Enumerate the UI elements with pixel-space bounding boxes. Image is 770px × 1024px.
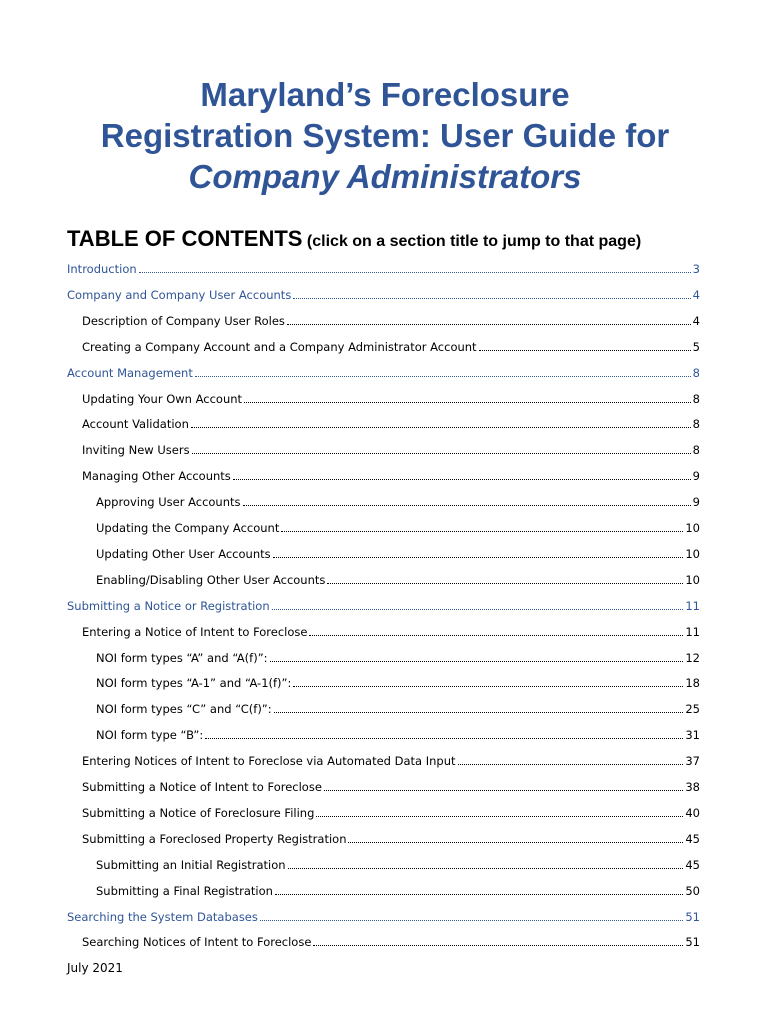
toc-entry-label[interactable]: NOI form types “A” and “A(f)”: (96, 650, 268, 665)
toc-entry[interactable] (67, 288, 700, 302)
toc-heading-main: TABLE OF CONTENTS (67, 226, 303, 251)
toc-leader-dots (293, 297, 690, 299)
toc-entry[interactable] (96, 547, 700, 561)
toc-entry[interactable] (82, 469, 700, 483)
toc-leader-dots (281, 530, 683, 532)
toc-entry-label[interactable]: Updating Other User Accounts (96, 546, 271, 561)
toc-entry-page[interactable]: 5 (692, 339, 700, 354)
toc-entry[interactable] (82, 780, 700, 794)
toc-leader-dots (327, 582, 683, 584)
toc-entry-page[interactable]: 40 (685, 805, 700, 820)
toc-entry[interactable] (96, 858, 700, 872)
toc-entry-label[interactable]: Account Management (67, 365, 193, 380)
toc-leader-dots (275, 893, 683, 895)
toc-entry-page[interactable]: 11 (685, 624, 700, 639)
toc-entry-label[interactable]: NOI form type “B”: (96, 728, 204, 743)
toc-leader-dots (348, 841, 683, 843)
toc-entry-label[interactable]: Approving User Accounts (96, 495, 241, 510)
toc-entry-label[interactable]: Submitting a Notice of Foreclosure Filing (82, 805, 315, 820)
toc-leader-dots (288, 867, 684, 869)
toc-entry[interactable] (96, 651, 700, 665)
toc-leader-dots (287, 323, 691, 325)
toc-entry-label[interactable]: Submitting a Foreclosed Property Registration (82, 831, 347, 846)
toc-leader-dots (244, 401, 691, 403)
title-line-3: Company Administrators (188, 158, 582, 195)
toc-entry[interactable] (82, 340, 700, 354)
toc-entry[interactable] (82, 832, 700, 846)
toc-entry[interactable] (82, 443, 700, 457)
toc-entry-page[interactable]: 45 (685, 857, 700, 872)
toc-leader-dots (293, 685, 683, 687)
toc-leader-dots (139, 271, 691, 273)
toc-entry[interactable] (96, 728, 700, 742)
toc-entry-label[interactable]: NOI form types “C” and “C(f)”: (96, 702, 272, 717)
toc-entry-label[interactable]: Account Validation (82, 417, 189, 432)
toc-leader-dots (270, 660, 684, 662)
toc-entry-label[interactable]: Updating the Company Account (96, 521, 280, 535)
toc-entry-page[interactable]: 18 (685, 676, 700, 691)
toc-entry[interactable] (96, 495, 700, 509)
toc-entry-page[interactable]: 10 (685, 546, 700, 561)
toc-heading (67, 226, 747, 252)
toc-entry-page[interactable]: 4 (692, 313, 700, 328)
toc-entry-page[interactable]: 9 (692, 495, 700, 510)
toc-leader-dots (313, 944, 683, 946)
toc-entry[interactable] (96, 573, 700, 587)
toc-leader-dots (233, 478, 691, 480)
toc-entry-page[interactable]: 38 (685, 780, 700, 794)
toc-entry[interactable] (82, 935, 700, 949)
title-line-1: Maryland’s Foreclosure (200, 76, 570, 113)
toc-entry-label[interactable]: Searching the System Databases (67, 909, 258, 924)
toc-entry-page[interactable]: 10 (685, 521, 700, 535)
toc-entry-page[interactable]: 8 (692, 391, 700, 406)
toc-entry-page[interactable]: 51 (685, 935, 700, 950)
toc-entry-label[interactable]: Creating a Company Account and a Company Administrator Account (82, 339, 477, 354)
toc-entry-label[interactable]: Submitting a Notice of Intent to Foreclose (82, 780, 322, 794)
toc-entry[interactable] (82, 417, 700, 431)
toc-entry-page[interactable]: 8 (692, 417, 700, 432)
toc-entry-page[interactable]: 3 (692, 262, 700, 276)
toc-leader-dots (324, 789, 683, 791)
toc-leader-dots (273, 556, 684, 558)
toc-entry-page[interactable]: 9 (692, 469, 700, 484)
toc-leader-dots (309, 634, 683, 636)
toc-entry[interactable] (96, 702, 700, 716)
toc-entry-label[interactable]: Managing Other Accounts (82, 469, 231, 484)
toc-entry-page[interactable]: 45 (685, 831, 700, 846)
toc-heading-note: (click on a section title to jump to that page) (306, 233, 642, 250)
toc-entry-label[interactable]: Submitting a Final Registration (96, 883, 273, 898)
toc-entry[interactable] (82, 314, 700, 328)
toc-entry[interactable] (82, 806, 700, 820)
toc-entry-label[interactable]: Entering Notices of Intent to Foreclose via Automated Data Input (82, 754, 456, 769)
toc-leader-dots (260, 919, 683, 921)
toc-entry[interactable] (96, 521, 700, 535)
toc-entry-label[interactable]: Updating Your Own Account (82, 391, 243, 406)
toc-entry-label[interactable]: Entering a Notice of Intent to Foreclose (82, 624, 308, 639)
toc-entry-page[interactable]: 10 (685, 572, 700, 587)
toc-entry-page[interactable]: 8 (692, 365, 700, 380)
toc-leader-dots (479, 349, 691, 351)
toc-entry-label[interactable]: Company and Company User Accounts (67, 287, 292, 302)
toc-entry-page[interactable]: 25 (685, 702, 700, 717)
toc-entry-page[interactable]: 50 (685, 883, 700, 898)
toc-leader-dots (191, 426, 691, 428)
document-title (0, 74, 770, 197)
toc-entry-label[interactable]: Submitting a Notice or Registration (67, 598, 270, 613)
toc-entry[interactable] (67, 910, 700, 924)
toc-entry-label[interactable]: Enabling/Disabling Other User Accounts (96, 572, 326, 587)
toc-entry[interactable] (96, 884, 700, 898)
toc-entry-label[interactable]: NOI form types “A-1” and “A-1(f)”: (96, 676, 292, 691)
toc-entry-label[interactable]: Introduction (67, 262, 137, 276)
toc-leader-dots (205, 737, 683, 739)
toc-entry-page[interactable]: 51 (685, 909, 700, 924)
toc-entry[interactable] (82, 625, 700, 639)
title-line-2: Registration System: User Guide for (100, 117, 670, 154)
toc-entry[interactable] (67, 366, 700, 380)
toc-leader-dots (243, 504, 691, 506)
toc-entry[interactable] (67, 262, 700, 276)
toc-leader-dots (272, 608, 684, 610)
toc-entry[interactable] (82, 754, 700, 768)
toc-entry-label[interactable]: Submitting an Initial Registration (96, 857, 286, 872)
toc-entry[interactable] (67, 599, 700, 613)
toc-entry-page[interactable]: 11 (685, 598, 700, 613)
toc-entry[interactable] (82, 392, 700, 406)
toc-leader-dots (274, 711, 684, 713)
toc-leader-dots (458, 763, 684, 765)
toc-entry-label[interactable]: Searching Notices of Intent to Foreclose (82, 935, 312, 950)
toc-entry-page[interactable]: 37 (685, 754, 700, 769)
toc-entry-page[interactable]: 12 (685, 650, 700, 665)
toc-leader-dots (192, 452, 691, 454)
toc-leader-dots (195, 375, 691, 377)
toc-leader-dots (316, 815, 683, 817)
toc-entry[interactable] (96, 676, 700, 690)
footer-date: July 2021 (67, 961, 123, 975)
toc-entry-label[interactable]: Description of Company User Roles (82, 313, 285, 328)
toc-entry-page[interactable]: 8 (692, 443, 700, 458)
toc-entry-page[interactable]: 4 (692, 287, 700, 302)
toc-entry-label[interactable]: Inviting New Users (82, 443, 190, 458)
toc-entry-page[interactable]: 31 (685, 728, 700, 743)
